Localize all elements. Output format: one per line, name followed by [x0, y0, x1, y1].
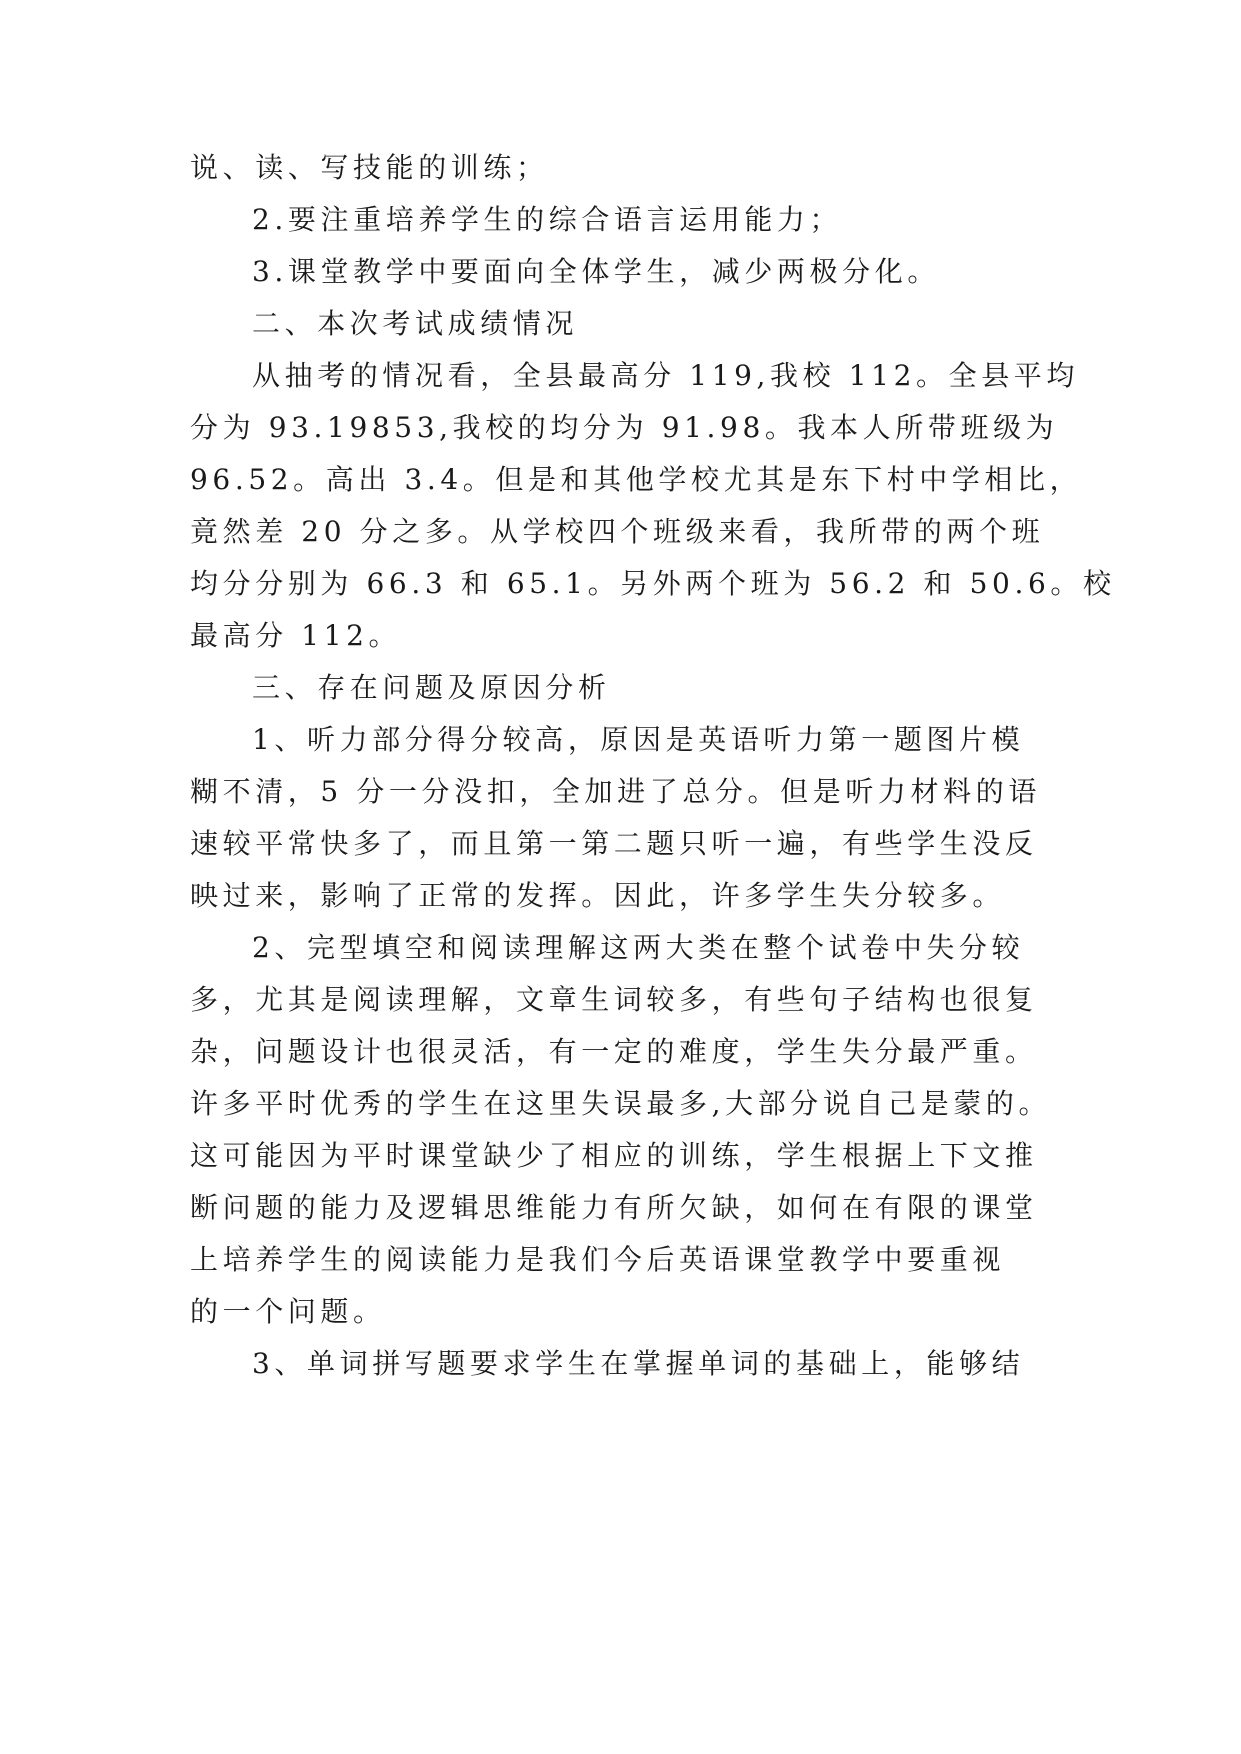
text-line: 许多平时优秀的学生在这里失误最多,大部分说自己是蒙的。	[190, 1087, 1052, 1120]
text-line: 杂，问题设计也很灵活，有一定的难度，学生失分最严重。	[190, 1035, 1038, 1068]
list-item: 3.课堂教学中要面向全体学生，减少两极分化。	[252, 255, 940, 288]
text-line: 均分分别为 66.3 和 65.1。另外两个班为 56.2 和 50.6。校	[190, 567, 1116, 600]
text-line: 映过来，影响了正常的发挥。因此，许多学生失分较多。	[190, 879, 1006, 912]
text-line: 2、完型填空和阅读理解这两大类在整个试卷中失分较	[252, 931, 1025, 964]
text-line: 的一个问题。	[190, 1295, 386, 1328]
text-line: 竟然差 20 分之多。从学校四个班级来看，我所带的两个班	[190, 515, 1045, 548]
text-line: 糊不清，5 分一分没扣，全加进了总分。但是听力材料的语	[190, 775, 1041, 808]
text-line: 上培养学生的阅读能力是我们今后英语课堂教学中要重视	[190, 1243, 1006, 1276]
text-line: 说、读、写技能的训练；	[190, 151, 549, 184]
text-line: 96.52。高出 3.4。但是和其他学校尤其是东下村中学相比，	[190, 463, 1083, 496]
text-line: 速较平常快多了，而且第一第二题只听一遍，有些学生没反	[190, 827, 1038, 860]
text-line: 最高分 112。	[190, 619, 402, 652]
list-item: 2.要注重培养学生的综合语言运用能力；	[252, 203, 843, 236]
text-line: 这可能因为平时课堂缺少了相应的训练，学生根据上下文推	[190, 1139, 1038, 1172]
text-line: 3、单词拼写题要求学生在掌握单词的基础上，能够结	[252, 1347, 1025, 1380]
section-heading: 二、本次考试成绩情况	[252, 307, 579, 340]
text-line: 多，尤其是阅读理解，文章生词较多，有些句子结构也很复	[190, 983, 1038, 1016]
text-line: 从抽考的情况看，全县最高分 119,我校 112。全县平均	[252, 359, 1079, 392]
section-heading: 三、存在问题及原因分析	[252, 671, 611, 704]
text-line: 1、听力部分得分较高，原因是英语听力第一题图片模	[252, 723, 1025, 756]
text-line: 断问题的能力及逻辑思维能力有所欠缺，如何在有限的课堂	[190, 1191, 1038, 1224]
text-line: 分为 93.19853,我校的均分为 91.98。我本人所带班级为	[190, 411, 1059, 444]
